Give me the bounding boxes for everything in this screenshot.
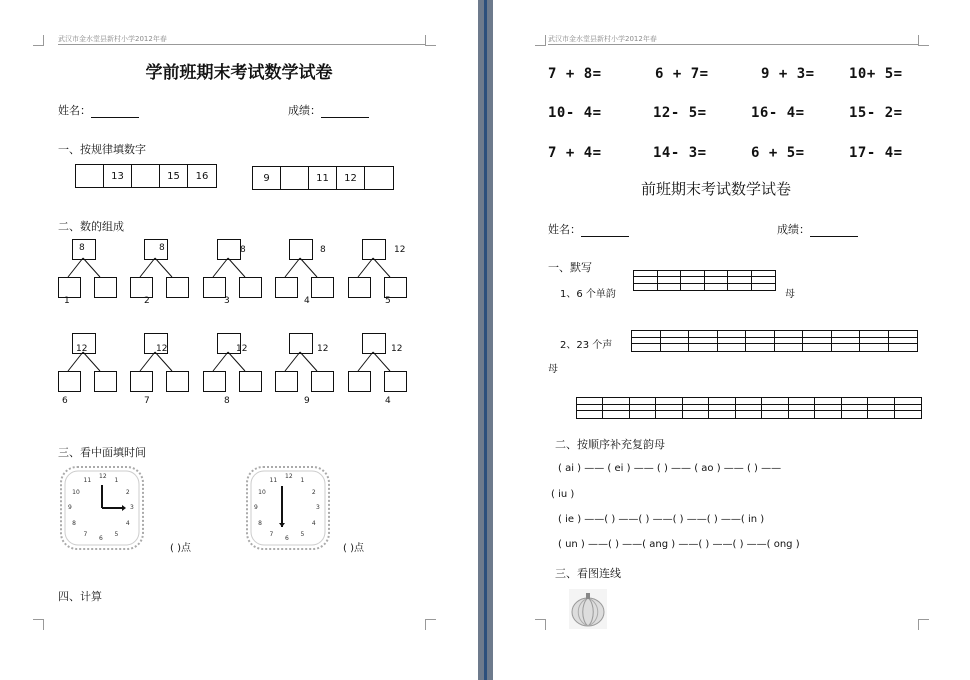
bond-right-box[interactable] — [239, 371, 262, 392]
section1-title: 一、按规律填数字 — [58, 143, 146, 156]
section4-title: 四、计算 — [58, 590, 102, 603]
page-title: 前班期末考试数学试卷 — [641, 180, 792, 198]
clock-number: 5 — [300, 530, 305, 538]
bond-left-box[interactable] — [348, 371, 371, 392]
calc-item[interactable]: 17- 4= — [849, 145, 903, 161]
seq-cell[interactable]: 9 — [253, 167, 281, 189]
bond-top-number: 12 — [156, 344, 168, 354]
vowel-line-4[interactable]: ( un ) ——( ) ——( ang ) ——( ) ——( ) ——( ong ) — [558, 539, 800, 550]
vowel-line-1[interactable]: ( ai ) —— ( ei ) —— ( ) —— ( ao ) —— ( ) —— — [558, 463, 782, 474]
bond-left-box[interactable] — [275, 371, 298, 392]
corner-mark — [33, 619, 44, 630]
bond-top-box[interactable] — [217, 239, 241, 260]
clock-number: 6 — [285, 535, 289, 542]
bond-right-box[interactable] — [94, 277, 117, 298]
bond-lines — [0, 0, 478, 420]
bond-left-box[interactable] — [130, 277, 153, 298]
writing-grid-consonants-1[interactable] — [631, 330, 918, 352]
clock-number: 5 — [114, 530, 119, 538]
clock-2-answer[interactable]: ( )点 — [343, 543, 364, 554]
bond-top-number: 12 — [317, 344, 329, 354]
calc-item[interactable]: 7 + 4= — [548, 145, 602, 161]
score-label: 成绩： — [288, 104, 321, 117]
calc-item[interactable]: 16- 4= — [751, 105, 805, 121]
bond-top-number: 8 — [320, 245, 326, 255]
vowel-line-2[interactable]: ( iu ) — [551, 489, 575, 500]
bond-left-number: 9 — [304, 396, 310, 406]
section3-title: 三、看中面填时间 — [58, 446, 146, 459]
clock-number: 8 — [72, 519, 76, 527]
bond-top-number: 8 — [79, 243, 85, 253]
clock-2 — [246, 466, 330, 550]
bond-left-box[interactable] — [58, 277, 81, 298]
clock-number: 7 — [83, 530, 88, 538]
page-header: 武汉市金水堂县新村小学2012年春 — [548, 35, 657, 43]
item1-text: 1、6 个单韵 — [560, 289, 616, 300]
writing-grid-consonants-2[interactable] — [576, 397, 922, 419]
bond-left-number: 2 — [144, 296, 150, 306]
sec1-title: 一、默写 — [548, 261, 592, 274]
bond-left-number: 7 — [144, 396, 150, 406]
score-blank[interactable] — [810, 226, 858, 237]
bond-right-box[interactable] — [384, 277, 407, 298]
calc-item[interactable]: 12- 5= — [653, 105, 707, 121]
seq-cell[interactable]: 13 — [104, 165, 132, 187]
seq-cell[interactable]: 12 — [337, 167, 365, 189]
clock-number: 3 — [130, 504, 134, 511]
calc-item[interactable]: 10+ 5= — [849, 66, 903, 82]
bond-top-number: 8 — [159, 243, 165, 253]
calc-item[interactable]: 14- 3= — [653, 145, 707, 161]
bond-right-box[interactable] — [384, 371, 407, 392]
clock-number: 9 — [68, 504, 72, 511]
clock-number: 4 — [125, 519, 130, 527]
corner-mark — [918, 619, 929, 630]
calc-item[interactable]: 9 + 3= — [761, 66, 815, 82]
bond-top-number: 8 — [240, 245, 246, 255]
bond-left-number: 5 — [385, 296, 391, 306]
page-gutter — [478, 0, 493, 680]
seq-cell[interactable]: 15 — [160, 165, 188, 187]
bond-top-box[interactable] — [362, 333, 386, 354]
bond-top-number: 12 — [76, 344, 88, 354]
right-page — [493, 0, 970, 680]
clock-number: 7 — [269, 530, 274, 538]
item1-suffix: 母 — [785, 289, 795, 300]
clock-number: 1 — [114, 477, 119, 485]
bond-left-box[interactable] — [203, 277, 226, 298]
clock-number: 2 — [311, 488, 316, 496]
calc-item[interactable]: 6 + 7= — [655, 66, 709, 82]
clock-1 — [60, 466, 144, 550]
clock-number: 10 — [72, 488, 80, 496]
clock-number: 11 — [269, 477, 278, 485]
clock-number: 8 — [258, 519, 262, 527]
bond-right-box[interactable] — [311, 371, 334, 392]
bond-left-number: 4 — [385, 396, 391, 406]
seq-cell[interactable]: 16 — [195, 170, 209, 182]
bond-right-box[interactable] — [166, 277, 189, 298]
bond-top-box[interactable] — [72, 239, 96, 260]
bond-right-box[interactable] — [311, 277, 334, 298]
pumpkin-picture[interactable] — [569, 589, 607, 633]
clock-number: 6 — [99, 535, 103, 542]
sec3-title: 三、看图连线 — [555, 567, 621, 580]
score-field[interactable] — [777, 221, 858, 237]
bond-right-box[interactable] — [94, 371, 117, 392]
name-label: 姓名： — [58, 104, 91, 117]
calc-item[interactable]: 6 + 5= — [751, 145, 805, 161]
bond-left-box[interactable] — [275, 277, 298, 298]
header-rule — [548, 44, 918, 45]
clock-number: 1 — [300, 477, 305, 485]
clock-1-answer[interactable]: ( )点 — [170, 543, 191, 554]
bond-top-number: 12 — [236, 344, 248, 354]
clock-number: 12 — [285, 473, 293, 480]
bond-top-box[interactable] — [362, 239, 386, 260]
seq-cell[interactable]: 11 — [309, 167, 337, 189]
pumpkin-icon — [569, 589, 607, 629]
name-blank[interactable] — [581, 226, 629, 237]
bond-left-number: 6 — [62, 396, 68, 406]
left-page — [0, 0, 478, 680]
corner-mark — [535, 35, 546, 46]
bond-top-box[interactable] — [289, 333, 313, 354]
clock-number: 11 — [83, 477, 92, 485]
score-label: 成绩： — [777, 223, 810, 236]
bond-left-box[interactable] — [203, 371, 226, 392]
clock-number: 10 — [258, 488, 266, 496]
calc-item[interactable]: 7 + 8= — [548, 66, 602, 82]
clock-number: 3 — [316, 504, 320, 511]
item2-suffix: 母 — [548, 364, 558, 375]
bond-top-number: 12 — [394, 245, 406, 255]
clock-number: 4 — [311, 519, 316, 527]
page-header: 武汉市金水堂县新村小学2012年春 — [58, 35, 167, 43]
corner-mark — [918, 35, 929, 46]
writing-grid-vowels[interactable] — [633, 270, 776, 291]
bond-left-number: 3 — [224, 296, 230, 306]
clock-number: 2 — [125, 488, 130, 496]
clock-number: 9 — [254, 504, 258, 511]
bond-left-number: 8 — [224, 396, 230, 406]
sec2-title: 二、按顺序补充复韵母 — [555, 438, 665, 451]
corner-mark — [535, 619, 546, 630]
bond-left-number: 1 — [64, 296, 70, 306]
bond-left-box[interactable] — [130, 371, 153, 392]
bond-left-box[interactable] — [58, 371, 81, 392]
calc-item[interactable]: 15- 2= — [849, 105, 903, 121]
bond-right-box[interactable] — [239, 277, 262, 298]
bond-top-box[interactable] — [144, 239, 168, 260]
bond-top-box[interactable] — [289, 239, 313, 260]
name-field[interactable] — [548, 221, 629, 237]
section2-title: 二、数的组成 — [58, 220, 124, 233]
corner-mark — [425, 619, 436, 630]
bond-left-box[interactable] — [348, 277, 371, 298]
page-title: 学前班期末考试数学试卷 — [145, 63, 333, 83]
item2-text: 2、23 个声 — [560, 340, 613, 351]
bond-left-number: 4 — [304, 296, 310, 306]
name-label: 姓名： — [548, 223, 581, 236]
clock-number: 12 — [99, 473, 107, 480]
gutter-line — [484, 0, 487, 680]
bond-right-box[interactable] — [166, 371, 189, 392]
calc-item[interactable]: 10- 4= — [548, 105, 602, 121]
bond-top-number: 12 — [391, 344, 403, 354]
vowel-line-3[interactable]: ( ie ) ——( ) ——( ) ——( ) ——( ) ——( in ) — [558, 514, 765, 525]
